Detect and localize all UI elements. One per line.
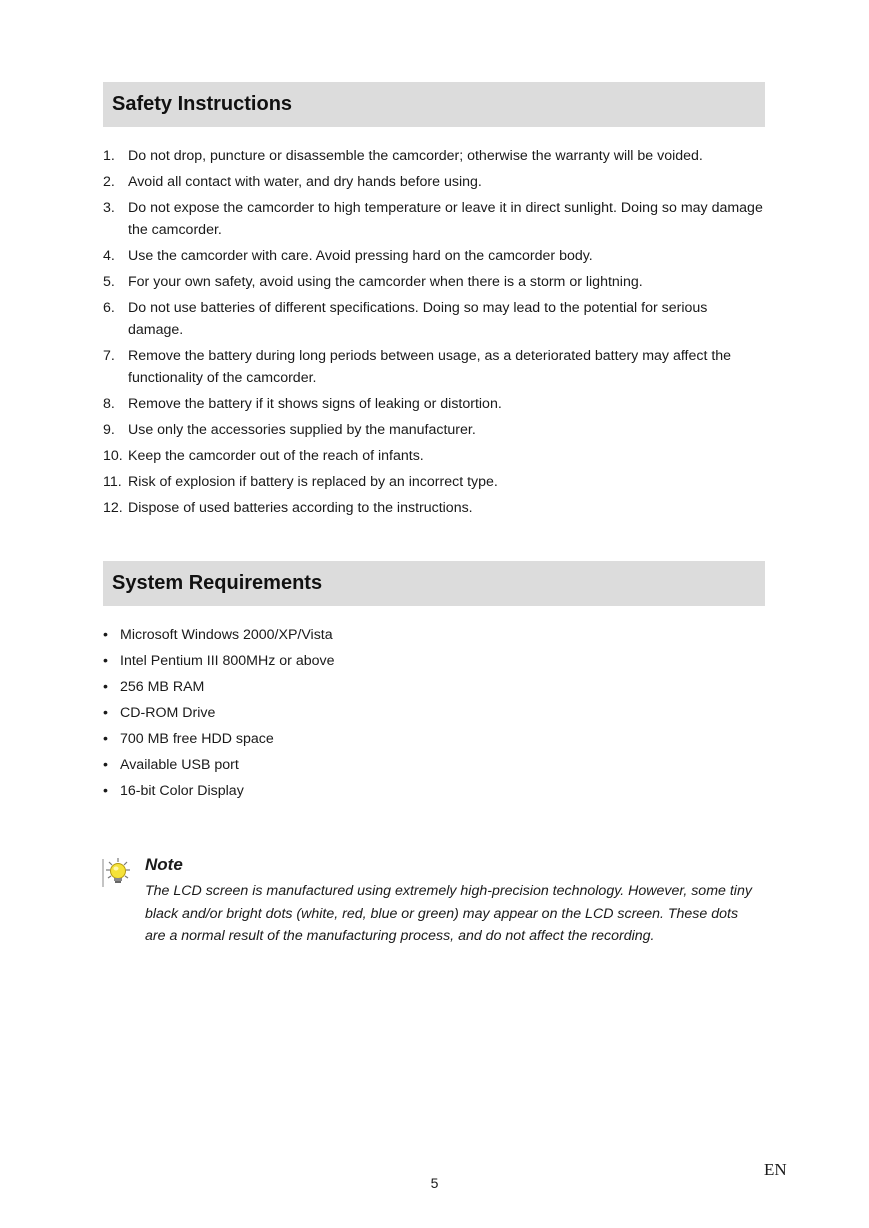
bullet: • [103,679,108,695]
item-text: Keep the camcorder out of the reach of infants. [128,448,424,464]
item-text: 256 MB RAM [120,679,205,695]
bullet: • [103,731,108,747]
language-tag: EN [764,1160,787,1179]
item-text: Microsoft Windows 2000/XP/Vista [120,627,333,643]
list-item [103,471,765,493]
page-number: 5 [430,1175,439,1191]
list-item [103,650,765,672]
item-text: Available USB port [120,757,239,773]
item-text: Remove the battery if it shows signs of leaking or distortion. [128,396,502,412]
item-number: 9. [103,422,115,438]
list-item [103,145,765,167]
item-text: Risk of explosion if battery is replaced by an incorrect type. [128,474,498,490]
item-text: Remove the battery during long periods between usage, as a deteriorated battery may affect the functionality of the camcorder. [128,348,732,386]
item-text: For your own safety, avoid using the camcorder when there is a storm or lightning. [128,274,643,290]
item-number: 2. [103,174,115,190]
item-text: Intel Pentium III 800MHz or above [120,653,335,669]
item-text: CD-ROM Drive [120,705,216,721]
item-number: 10. [103,448,123,464]
item-text: Do not use batteries of different specifications. Doing so may lead to the potential for serious damage. [128,300,708,338]
bullet: • [103,757,108,773]
item-text: 16-bit Color Display [120,783,244,799]
list-item [103,419,765,441]
item-number: 5. [103,274,115,290]
item-text: 700 MB free HDD space [120,731,274,747]
item-text: Dispose of used batteries according to the instructions. [128,500,473,516]
list-item [103,393,765,415]
list-item [103,297,765,341]
list-item [103,197,765,241]
item-text: Use only the accessories supplied by the manufacturer. [128,422,476,438]
item-number: 12. [103,500,123,516]
item-number: 7. [103,348,115,364]
safety-instructions-list [103,145,765,523]
list-item [103,345,765,389]
item-number: 8. [103,396,115,412]
list-item [103,171,765,193]
list-item [103,624,765,646]
bullet: • [103,627,108,643]
list-item [103,754,765,776]
system-requirements-list [103,624,765,806]
item-text: Use the camcorder with care. Avoid pressing hard on the camcorder body. [128,248,593,264]
item-number: 6. [103,300,115,316]
item-number: 1. [103,148,115,164]
bullet: • [103,783,108,799]
bullet: • [103,705,108,721]
lightbulb-icon [102,856,134,888]
list-item [103,676,765,698]
list-item [103,245,765,267]
item-number: 4. [103,248,115,264]
system-requirements-header [103,561,765,606]
item-number: 11. [103,474,122,490]
list-item [103,271,765,293]
item-text: Avoid all contact with water, and dry hands before using. [128,174,482,190]
list-item [103,497,765,519]
list-item [103,445,765,467]
safety-instructions-title: Safety Instructions [112,93,293,115]
system-requirements-title: System Requirements [112,572,323,594]
item-text: Do not expose the camcorder to high temperature or leave it in direct sunlight. Doing so may damage the camcorder. [128,200,763,238]
list-item [103,728,765,750]
safety-instructions-header [103,82,765,127]
bullet: • [103,653,108,669]
item-number: 3. [103,200,115,216]
note-title: Note [145,855,183,874]
note-body: The LCD screen is manufactured using extremely high-precision technology. However, some tiny black and/or bright dots (white, red, blue or green) may appear on the LCD screen. These dots are a normal result of the manufacturing process, and do not affect the recording. [145,883,752,944]
item-text: Do not drop, puncture or disassemble the camcorder; otherwise the warranty will be voided. [128,148,703,164]
list-item [103,702,765,724]
list-item [103,780,765,802]
